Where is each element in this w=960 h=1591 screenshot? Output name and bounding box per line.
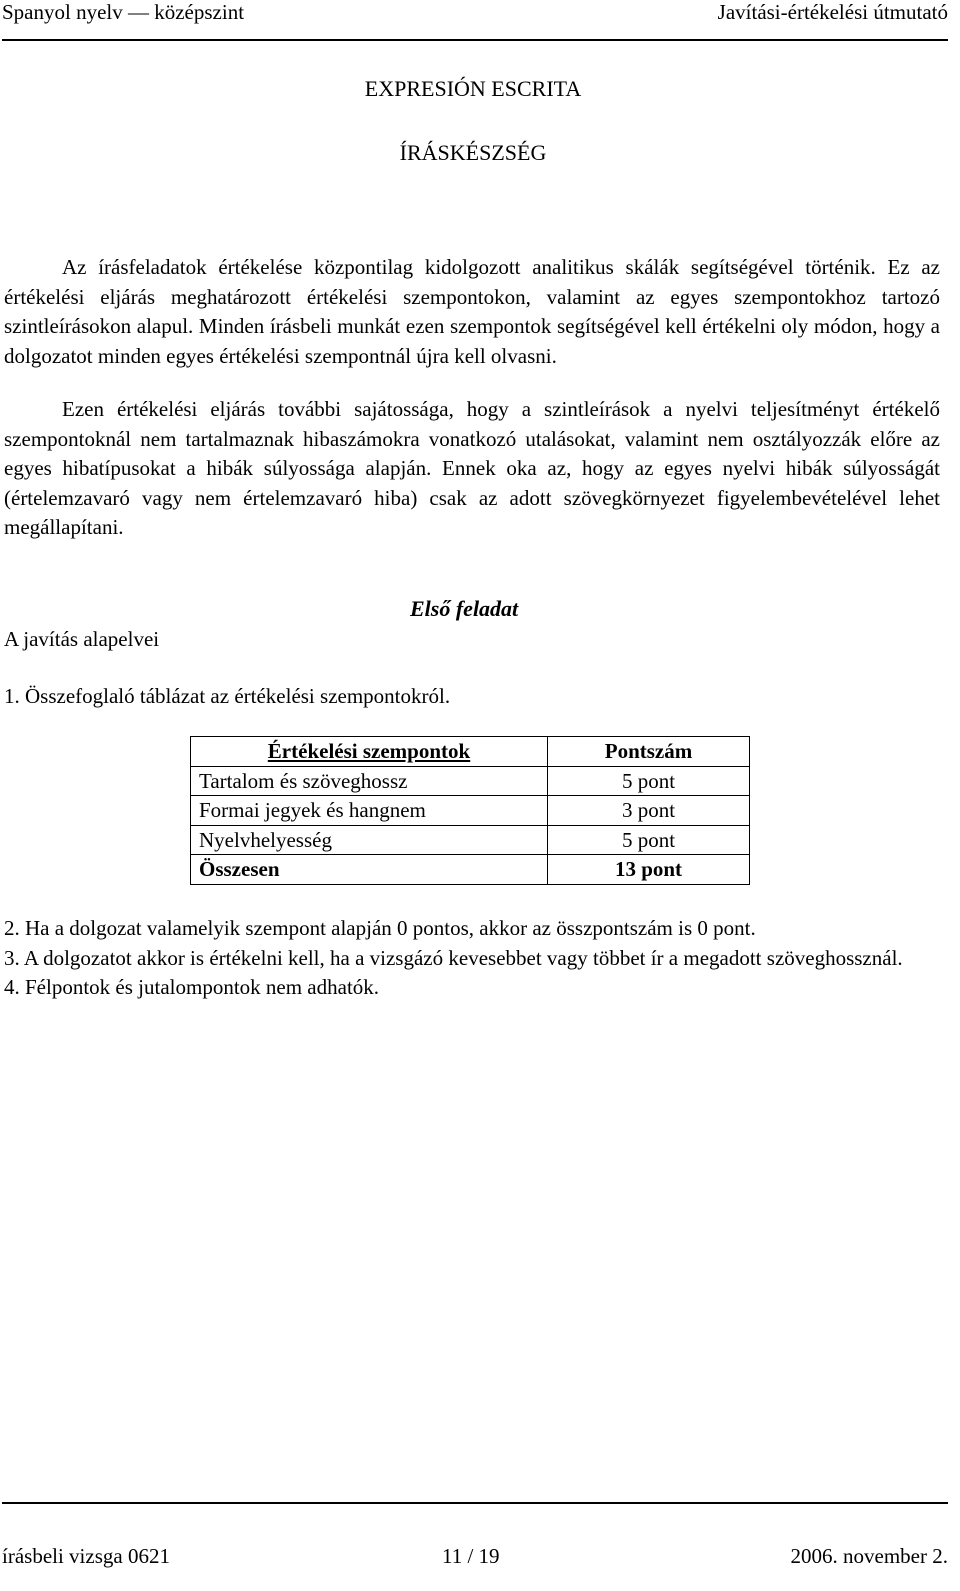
criterion-cell: Tartalom és szöveghossz	[191, 766, 548, 796]
points-cell: 5 pont	[548, 825, 750, 855]
footer-divider	[2, 1502, 948, 1504]
total-points-cell: 13 pont	[548, 855, 750, 885]
points-cell: 5 pont	[548, 766, 750, 796]
list-item-2: 2. Ha a dolgozat valamelyik szempont alapján 0 pontos, akkor az összpontszám is 0 pont.	[4, 916, 756, 940]
column-header-criteria: Értékelési szempontok	[191, 737, 548, 767]
score-summary-table	[190, 736, 750, 885]
table-row	[191, 796, 750, 826]
table-header-row	[191, 737, 750, 767]
section-title-spanish: EXPRESIÓN ESCRITA	[364, 76, 582, 101]
table-row	[191, 825, 750, 855]
list-item-1: 1. Összefoglaló táblázat az értékelési szempontokról.	[4, 684, 451, 708]
column-header-points: Pontszám	[548, 737, 750, 767]
page-header	[2, 0, 948, 36]
points-cell: 3 pont	[548, 796, 750, 826]
footer-date: 2006. november 2.	[790, 1544, 948, 1568]
criterion-cell: Nyelvhelyesség	[191, 825, 548, 855]
task-heading: Első feladat	[410, 596, 519, 621]
page-footer	[2, 1544, 948, 1572]
header-divider	[2, 39, 948, 41]
table-total-row	[191, 855, 750, 885]
header-guide-title: Javítási-értékelési útmutató	[717, 0, 948, 24]
intro-paragraph-1	[4, 253, 940, 371]
header-subject: Spanyol nyelv — középszint	[2, 0, 245, 24]
total-label-cell: Összesen	[191, 855, 548, 885]
criterion-cell: Formai jegyek és hangnem	[191, 796, 548, 826]
intro-paragraph-1-text: Az írásfeladatok értékelése központilag kidolgozott analitikus skálák segítségével történik. Ez az értékelési eljárás meghatározott értékelési szempontokon, valamint az egyes szempontokhoz tartozó szintleírásokon alapul. Minden írásbeli munkát ezen szempontok segítségével kell értékelni oly módon, hogy a dolgozatot minden egyes értékelési szempontnál újra kell olvasni.	[4, 255, 940, 368]
footer-page-number: 11 / 19	[442, 1544, 500, 1568]
intro-paragraph-2-text: Ezen értékelési eljárás további sajátossága, hogy a szintleírások a nyelvi teljesítményt értékelő szempontoknál nem tartalmaznak hibaszámokra vonatkozó utalásokat, valamint nem osztályozzák előre az egyes hibatípusokat a hibák súlyossága alapján. Ennek oka az, hogy az egyes nyelvi hibák súlyosságát (értelemzavaró vagy nem értelemzavaró hiba) csak az adott szövegkörnyezet figyelembevételével lehet megállapítani.	[4, 397, 940, 539]
principles-label: A javítás alapelvei	[4, 627, 160, 651]
intro-paragraph-2	[4, 395, 940, 543]
list-item-3: 3. A dolgozatot akkor is értékelni kell, ha a vizsgázó kevesebbet vagy többet ír a megadott szöveghossznál.	[4, 945, 903, 970]
principles-list	[4, 914, 940, 1003]
section-title-hungarian: ÍRÁSKÉSZSÉG	[399, 140, 547, 165]
table-row	[191, 766, 750, 796]
list-item-4: 4. Félpontok és jutalompontok nem adhatók.	[4, 975, 380, 999]
footer-exam-code: írásbeli vizsga 0621	[2, 1544, 170, 1568]
